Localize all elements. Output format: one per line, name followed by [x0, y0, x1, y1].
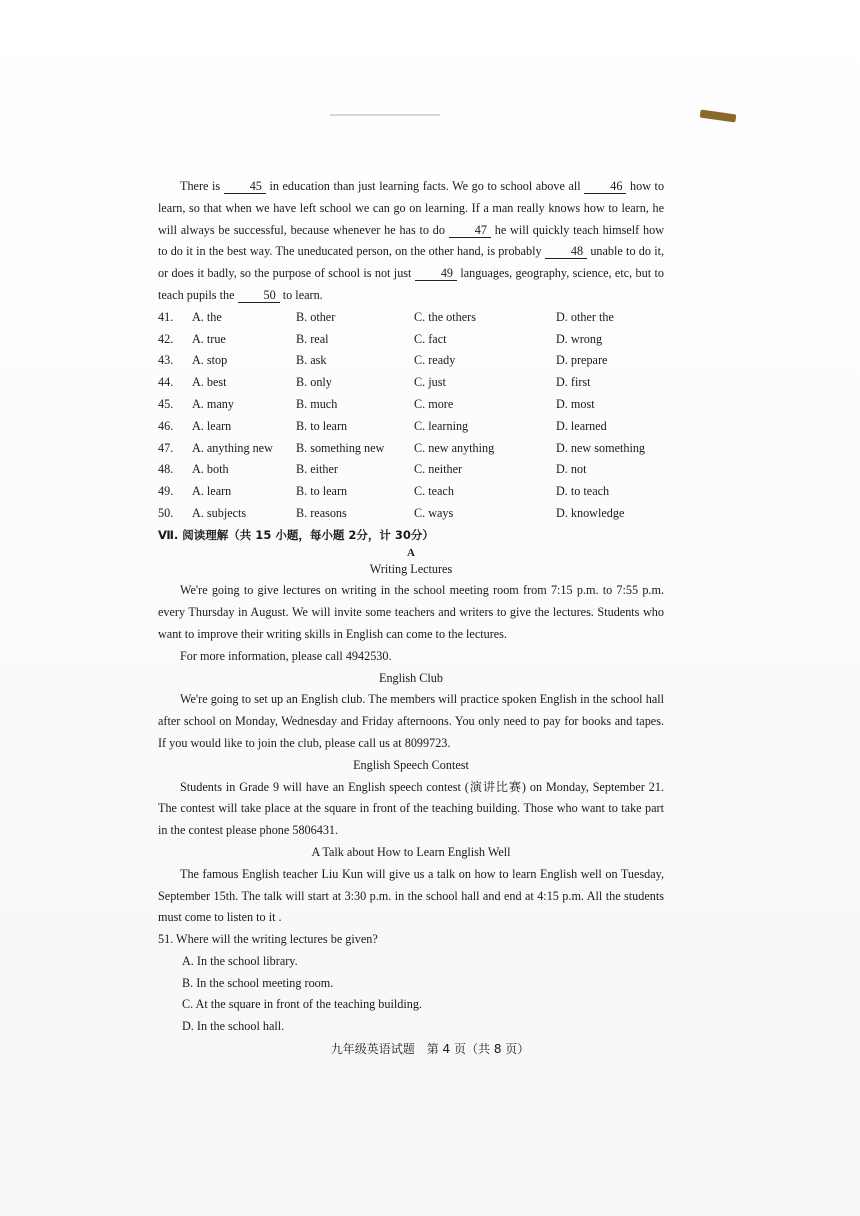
blank-46: 46 [584, 179, 626, 194]
notice-body: We're going to set up an English club. The members will practice spoken English in the school hall after school on Monday, Wednesday and Friday afternoons. You only need to pay for books and tapes. If you would like to join the club, please call us at 8099723. [158, 692, 664, 750]
question-number: 44. [158, 375, 174, 390]
option-b: B. either [296, 462, 338, 477]
blank-49: 49 [415, 266, 457, 281]
blank-48: 48 [545, 244, 587, 259]
notice-title: Writing Lectures [369, 561, 453, 576]
options-row [158, 372, 664, 394]
question-stem: 51. Where will the writing lectures be given? [158, 932, 378, 947]
option-d: D. first [556, 375, 591, 390]
option-d: D. not [556, 462, 587, 477]
options-row [158, 503, 664, 525]
option-c: C. ready [414, 353, 456, 368]
option-c: C. just [414, 375, 446, 390]
question-number: 47. [158, 440, 174, 455]
options-row [158, 394, 664, 416]
option-c: C. fact [414, 331, 447, 346]
option-b: B. to learn [296, 484, 348, 499]
option-b: B. only [296, 375, 332, 390]
option-a: A. both [192, 462, 229, 477]
question-number: 50. [158, 505, 174, 520]
question-number: 49. [158, 484, 174, 499]
option-d: D. knowledge [556, 505, 625, 520]
cloze-text: unable to do it, or does it badly, so the purpose of school is not just [158, 244, 665, 281]
passage-letter: A [407, 546, 415, 559]
option-d: D. new something [556, 440, 646, 455]
cloze-text: in education than just learning facts. We go to school above all [269, 179, 581, 193]
scan-smudge [330, 114, 440, 116]
option-b: B. other [296, 309, 336, 324]
option-a: A. many [192, 396, 234, 411]
notice-extra: For more information, please call 4942530. [180, 648, 392, 663]
answer-option-c: C. At the square in front of the teaching building. [182, 997, 422, 1012]
notice-title: English Club [379, 670, 443, 685]
option-a: A. subjects [192, 505, 247, 520]
cloze-text: to learn. [282, 287, 323, 302]
option-b: B. reasons [296, 505, 347, 520]
option-b: B. real [296, 331, 329, 346]
option-b: B. much [296, 396, 338, 411]
option-d: D. to teach [556, 484, 610, 499]
option-d: D. wrong [556, 331, 603, 346]
options-row [158, 438, 664, 460]
option-a: A. the [192, 309, 222, 324]
options-row [158, 350, 664, 372]
question-number: 41. [158, 309, 174, 324]
options-row [158, 307, 664, 329]
option-a: A. best [192, 375, 227, 390]
answer-option-a: A. In the school library. [182, 953, 298, 968]
cloze-text: languages, geography, science, etc, but to teach pupils the [158, 266, 664, 302]
section-heading: Ⅶ. 阅读理解（共 15 小题，每小题 2分，计 30分） [158, 527, 434, 542]
page-content [158, 176, 664, 1038]
option-b: B. to learn [296, 418, 348, 433]
answer-option-b: B. In the school meeting room. [182, 975, 334, 990]
option-c: C. teach [414, 484, 454, 499]
paper-mark [700, 110, 737, 123]
option-c: C. ways [414, 505, 454, 520]
answer-option-d: D. In the school hall. [182, 1019, 285, 1034]
question-number: 45. [158, 396, 174, 411]
notice-title: English Speech Contest [353, 757, 469, 772]
question-number: 42. [158, 331, 174, 346]
options-row [158, 416, 664, 438]
cloze-passage [158, 176, 664, 307]
blank-45: 45 [224, 179, 266, 194]
options-row [158, 459, 664, 481]
option-a: A. true [192, 331, 226, 346]
notice-body: We're going to give lectures on writing in the school meeting room from 7:15 p.m. to 7:55 p.m. every Thursday in August. We will invite some teachers and writers to give the lectures. Students who want to improve their writing skills in English can come to the lectures. [158, 583, 664, 641]
question-51 [158, 929, 664, 1038]
option-d: D. prepare [556, 353, 608, 368]
option-b: B. something new [296, 440, 385, 455]
page-footer: 九年级英语试题 第 4 页（共 8 页） [330, 1042, 530, 1056]
blank-47: 47 [449, 223, 491, 238]
option-a: A. learn [192, 484, 232, 499]
notice-body: Students in Grade 9 will have an English speech contest (演讲比赛) on Monday, September 21. The contest will take place at the square in front of the teaching building. Those who want to take part in the contest please phone 5806431. [158, 779, 664, 838]
blank-50: 50 [238, 288, 280, 303]
notice-title: A Talk about How to Learn English Well [311, 844, 511, 859]
option-c: C. learning [414, 418, 469, 433]
option-a: A. learn [192, 418, 232, 433]
options-row [158, 481, 664, 503]
option-d: D. learned [556, 418, 607, 433]
cloze-text: how to learn, so that when we have left school we can go on learning. If a man really knows how to learn, he will always be successful, because whenever he has to do [158, 179, 665, 237]
option-c: C. the others [414, 309, 476, 324]
cloze-text: he will quickly teach himself how to do it in the best way. The uneducated person, on the other hand, is probably [158, 222, 665, 259]
options-list [158, 307, 664, 525]
option-c: C. neither [414, 462, 463, 477]
option-c: C. more [414, 396, 454, 411]
option-d: D. other the [556, 309, 614, 324]
question-number: 48. [158, 462, 174, 477]
notice-body: The famous English teacher Liu Kun will give us a talk on how to learn English well on Tuesday, September 15th. The talk will start at 3:30 p.m. in the school hall and end at 4:15 p.m. All the students must come to listen to it . [158, 866, 664, 925]
question-number: 43. [158, 353, 174, 368]
option-a: A. stop [192, 353, 228, 368]
option-a: A. anything new [192, 440, 273, 455]
option-b: B. ask [296, 353, 327, 368]
question-number: 46. [158, 418, 174, 433]
cloze-text: There is [180, 179, 221, 193]
option-d: D. most [556, 396, 595, 411]
options-row [158, 329, 664, 351]
option-c: C. new anything [414, 440, 495, 455]
